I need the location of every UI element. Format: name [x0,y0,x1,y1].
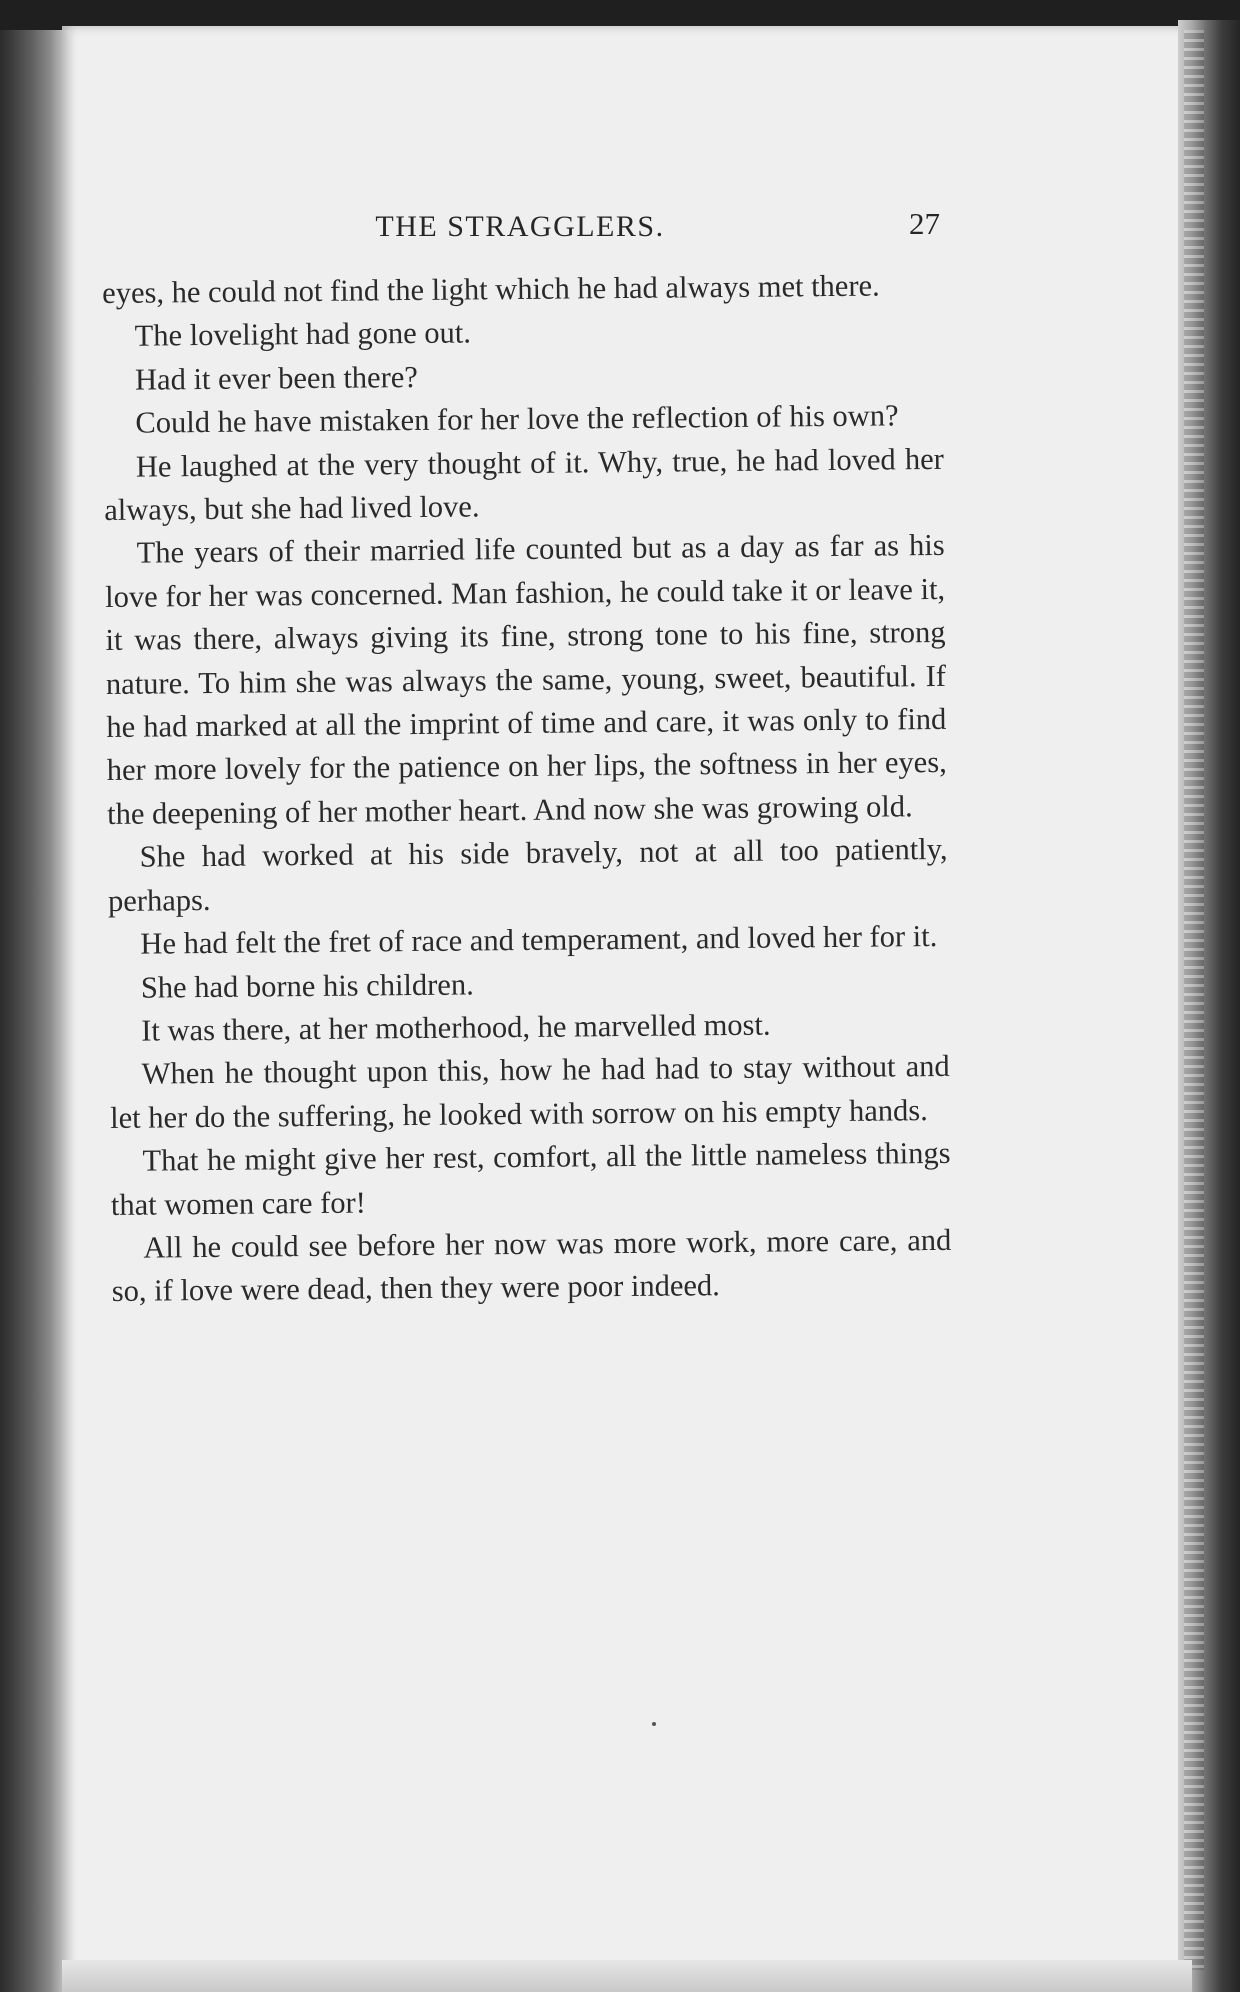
paragraph: He laughed at the very thought of it. Why, true, he had loved her always, but she had lived love. [104,441,944,528]
paragraph: That he might give her rest, comfort, all the little nameless things that women care for! [110,1136,951,1222]
running-head: THE STRAGGLERS. [375,210,665,243]
paragraph: The years of their married life counted but as a day as far as his love for her was concerned. Man fashion, he could take it or leave it, it was there, always giving its fine, strong tone to his fine, strong nature. To him she was always the same, young, sweet, beautiful. If he had marked at all the imprint of time and care, it was only to find her more lovely for the patience on her lips, the softness in her eyes, the deepening of her mother heart. And now she was growing old. [104,528,947,831]
paragraph: It was there, at her motherhood, he marvelled most. [141,1007,771,1048]
paragraph: eyes, he could not find the light which he had always met there. [102,268,880,310]
paragraph: When he thought upon this, how he had had to stay without and let her do the suffering, he looked with sorrow on his empty hands. [109,1049,950,1135]
body-text [102,264,952,1314]
page-header [100,206,940,250]
paragraph: She had worked at his side bravely, not at all too patiently, perhaps. [107,832,948,918]
paragraph: The lovelight had gone out. [134,315,472,354]
paper-speck [652,1722,656,1726]
page-bottom-shade [62,1960,1192,1992]
page-number: 27 [909,206,940,241]
paragraph: He had felt the fret of race and temperament, and loved her for it. [140,919,938,961]
paragraph: Could he have mistaken for her love the reflection of his own? [135,398,899,440]
book-binding-shadow [0,30,70,1992]
paragraph: She had borne his children. [140,966,474,1005]
paragraph: All he could see before her now was more work, more care, and so, if love were dead, then they were poor indeed. [111,1222,952,1309]
page-edge-texture [1184,30,1204,1970]
paragraph: Had it ever been there? [134,359,418,397]
